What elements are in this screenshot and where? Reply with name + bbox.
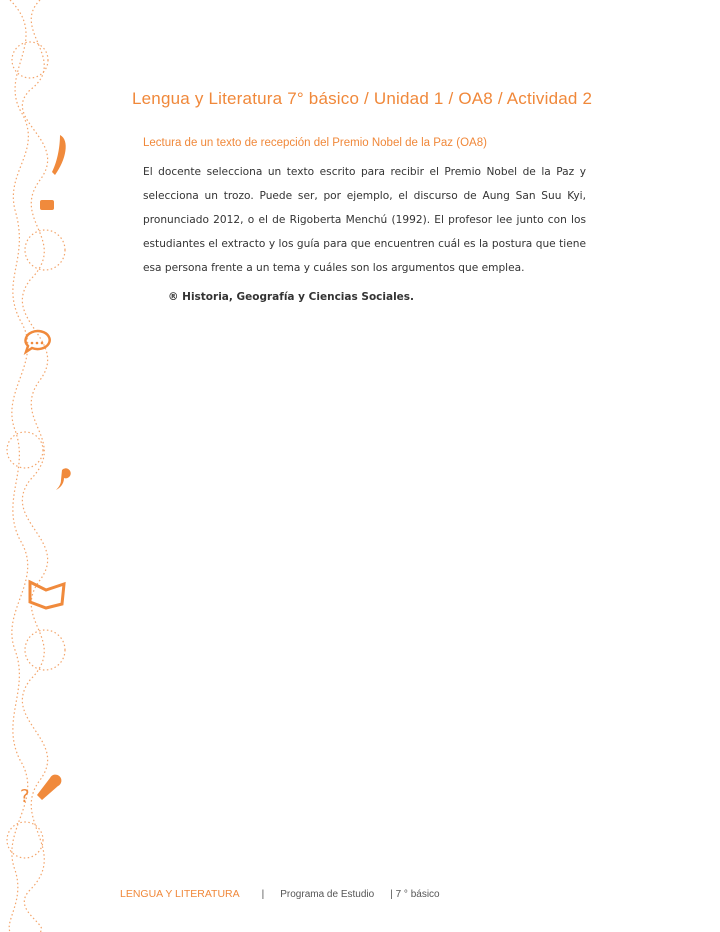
footer-program: Programa de Estudio — [280, 889, 375, 900]
page-footer — [120, 888, 440, 900]
question-mark-icon: ? — [20, 786, 30, 807]
footer-subject: LENGUA Y LITERATURA — [120, 888, 240, 900]
decorative-sidebar — [0, 0, 80, 932]
page-title: Lengua y Literatura 7° básico / Unidad 1 / OA8 / Actividad 2 — [132, 89, 593, 108]
inkpot-icon — [40, 200, 54, 210]
cross-curricular-note: ® Historia, Geografía y Ciencias Sociales. — [168, 291, 415, 303]
activity-subtitle: Lectura de un texto de recepción del Premio Nobel de la Paz (OA8) — [143, 137, 487, 149]
footer-separator: | — [390, 889, 393, 900]
comma-icon — [56, 468, 71, 490]
quill-icon — [52, 135, 66, 175]
activity-body: El docente selecciona un texto escrito para recibir el Premio Nobel de la Paz y selecciona un trozo. Puede ser, por ejemplo, el discurso de Aung San Suu Kyi, pronunciado 2012, o el de Rigoberta Menchú (1992). El profesor lee junto con los estudiantes el extracto y los guía para que encuentren cuál es la postura que tiene esa persona frente a un tema y cuáles son los argumentos que emplea. — [143, 166, 586, 274]
microphone-icon — [37, 775, 61, 800]
footer-separator: | — [261, 889, 265, 900]
book-icon — [30, 582, 64, 608]
footer-grade: 7 ° básico — [395, 889, 440, 900]
